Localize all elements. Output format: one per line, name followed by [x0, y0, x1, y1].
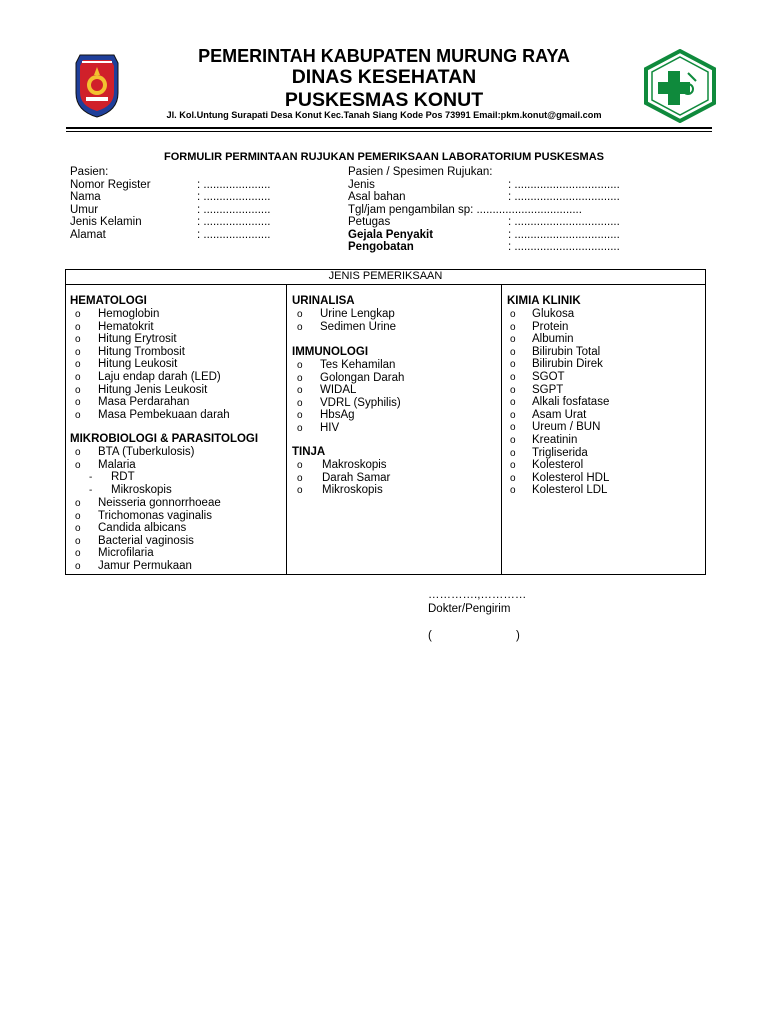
header-puskesmas: PUSKESMAS KONUT — [284, 89, 484, 111]
exam-item-label: BTA (Tuberkulosis) — [98, 446, 195, 458]
signature-role: Dokter/Pengirim — [428, 603, 511, 615]
exam-item-checkbox[interactable]: o — [297, 485, 303, 497]
exam-table-heading: JENIS PEMERIKSAAN — [328, 270, 443, 282]
exam-item-label: Glukosa — [532, 308, 575, 320]
exam-item-label: Kolesterol HDL — [532, 471, 610, 484]
exam-item-checkbox[interactable]: o — [510, 485, 516, 497]
exam-item-label: HIV — [320, 422, 340, 434]
exam-item-checkbox[interactable]: o — [510, 422, 516, 434]
exam-item-checkbox[interactable]: o — [510, 447, 516, 459]
exam-item-checkbox[interactable]: o — [297, 372, 303, 384]
exam-item-checkbox[interactable]: o — [297, 360, 303, 371]
exam-item-checkbox[interactable]: o — [510, 384, 516, 396]
field-label-jenis-kelamin: Jenis Kelamin — [70, 216, 142, 228]
exam-item-label: Kolesterol LDL — [532, 484, 608, 497]
exam-item-label: Tes Kehamilan — [320, 359, 396, 371]
exam-item-checkbox[interactable]: o — [75, 334, 81, 346]
exam-item-label: Hitung Jenis Leukosit — [98, 383, 208, 396]
form-title: FORMULIR PERMINTAAN RUJUKAN PEMERIKSAAN LABORATORIUM PUSKESMAS — [163, 151, 604, 163]
exam-item-label: Darah Samar — [322, 471, 391, 484]
field-label-asal-bahan: Asal bahan — [348, 191, 406, 203]
exam-column-divider-1 — [286, 284, 287, 575]
exam-item-checkbox[interactable]: o — [510, 346, 516, 358]
exam-item-checkbox[interactable]: o — [75, 561, 81, 572]
field-value-petugas[interactable]: : ................................. — [508, 216, 620, 228]
exam-item-label: Ureum / BUN — [532, 421, 601, 434]
field-value-asal-bahan[interactable]: : ................................. — [508, 191, 620, 203]
exam-item-checkbox[interactable]: o — [297, 472, 303, 484]
field-label-gejala-penyakit: Gejala Penyakit — [348, 229, 434, 241]
exam-subitem-label: RDT — [111, 471, 135, 483]
exam-item-label: Trigliserida — [532, 446, 588, 459]
header-government: PEMERINTAH KABUPATEN MURUNG RAYA — [198, 46, 570, 66]
specimen-heading: Pasien / Spesimen Rujukan: — [348, 166, 493, 178]
exam-item-label: Makroskopis — [322, 459, 387, 471]
exam-item-label: Masa Pembekuaan darah — [98, 408, 230, 421]
field-label-petugas: Petugas — [348, 216, 391, 228]
exam-item-checkbox[interactable]: o — [297, 385, 303, 397]
signature-open-paren: ( — [428, 630, 432, 642]
exam-item-label: Neisseria gonnorrhoeae — [98, 497, 221, 509]
patient-heading: Pasien: — [70, 166, 109, 178]
exam-item-checkbox[interactable]: o — [510, 409, 516, 421]
exam-item-label: Protein — [532, 320, 569, 333]
field-value-pengobatan[interactable]: : ................................. — [508, 241, 620, 253]
exam-item-checkbox[interactable]: o — [297, 460, 303, 471]
field-value-alamat[interactable]: : ..................... — [197, 229, 271, 241]
exam-item-checkbox[interactable]: o — [510, 334, 516, 346]
exam-item-label: Alkali fosfatase — [532, 396, 610, 409]
exam-item-checkbox[interactable]: o — [75, 535, 81, 547]
exam-item-label: HbsAg — [320, 409, 355, 422]
exam-item-checkbox[interactable]: o — [75, 397, 81, 409]
exam-item-checkbox[interactable]: o — [297, 423, 303, 434]
exam-item-label: Bacterial vaginosis — [98, 534, 194, 547]
exam-item-label: Microfilaria — [98, 547, 154, 560]
exam-item-label: Asam Urat — [532, 408, 587, 421]
field-tgl-jam-pengambilan[interactable]: Tgl/jam pengambilan sp: ................................. — [348, 204, 582, 216]
exam-item-label: Bilirubin Total — [532, 345, 601, 358]
exam-item-label: Hemoglobin — [98, 308, 160, 320]
exam-item-label: WIDAL — [320, 384, 357, 397]
exam-item-label: SGPT — [532, 383, 564, 396]
exam-item-checkbox[interactable]: o — [297, 397, 303, 409]
exam-item-checkbox[interactable]: o — [510, 435, 516, 446]
field-value-umur[interactable]: : ..................... — [197, 204, 271, 216]
header-department: DINAS KESEHATAN — [291, 66, 477, 88]
field-label-umur: Umur — [70, 204, 99, 216]
section-mikrobiologi: MIKROBIOLOGI & PARASITOLOGI — [70, 433, 259, 445]
exam-item-checkbox[interactable]: o — [75, 372, 81, 383]
exam-item-label: Hitung Erytrosit — [98, 333, 177, 346]
exam-item-checkbox[interactable]: o — [75, 510, 81, 522]
section-hematologi: HEMATOLOGI — [70, 295, 147, 307]
exam-item-checkbox[interactable]: o — [75, 459, 81, 471]
field-value-jenis-kelamin[interactable]: : ..................... — [197, 216, 271, 228]
section-immunologi: IMMUNOLOGI — [292, 346, 369, 358]
field-value-jenis[interactable]: : ................................. — [508, 179, 620, 191]
exam-subitem-checkbox[interactable]: - — [89, 472, 93, 483]
header-divider-thin — [66, 131, 712, 132]
exam-item-checkbox[interactable]: o — [297, 309, 303, 320]
field-value-gejala-penyakit[interactable]: : ................................. — [508, 229, 620, 241]
field-label-pengobatan: Pengobatan — [348, 241, 414, 253]
section-tinja: TINJA — [292, 446, 326, 458]
field-label-alamat: Alamat — [70, 229, 106, 241]
exam-item-checkbox[interactable]: o — [75, 523, 81, 535]
exam-item-label: Candida albicans — [98, 522, 187, 535]
field-label-nama: Nama — [70, 191, 101, 203]
exam-item-label: Kreatinin — [532, 434, 578, 446]
exam-item-checkbox[interactable]: o — [297, 321, 303, 333]
exam-item-checkbox[interactable]: o — [510, 372, 516, 383]
exam-item-label: Malaria — [98, 458, 136, 471]
exam-item-label: SGOT — [532, 371, 565, 383]
header-address: Jl. Kol.Untung Surapati Desa Konut Kec.Tanah Siang Kode Pos 73991 Email:pkm.konut@gmail.com — [166, 110, 602, 120]
exam-item-checkbox[interactable]: o — [75, 321, 81, 333]
exam-item-checkbox[interactable]: o — [510, 460, 516, 472]
exam-item-label: VDRL (Syphilis) — [320, 396, 401, 409]
exam-table-header-divider — [65, 284, 706, 285]
exam-item-checkbox[interactable]: o — [75, 548, 81, 560]
header-divider-thick — [66, 127, 712, 129]
exam-item-checkbox[interactable]: o — [297, 410, 303, 422]
exam-item-checkbox[interactable]: o — [510, 397, 516, 409]
exam-item-checkbox[interactable]: o — [510, 472, 516, 484]
exam-item-checkbox[interactable]: o — [75, 409, 81, 421]
exam-item-label: Bilirubin Direk — [532, 358, 603, 371]
exam-item-label: Kolesterol — [532, 459, 584, 472]
field-value-nomor-register[interactable]: : ..................... — [197, 179, 271, 191]
exam-item-label: Trichomonas vaginalis — [98, 509, 212, 522]
exam-item-checkbox[interactable]: o — [510, 309, 516, 320]
section-kimia-klinik: KIMIA KLINIK — [507, 295, 581, 307]
exam-item-checkbox[interactable]: o — [75, 384, 81, 396]
section-urinalisa: URINALISA — [292, 295, 355, 307]
exam-item-checkbox[interactable]: o — [75, 359, 81, 371]
exam-item-checkbox[interactable]: o — [510, 321, 516, 333]
exam-item-label: Hitung Leukosit — [98, 358, 178, 371]
exam-subitem-checkbox[interactable]: - — [89, 484, 93, 496]
exam-subitem-label: Mikroskopis — [111, 483, 172, 496]
exam-column-divider-2 — [501, 284, 502, 575]
exam-item-checkbox[interactable]: o — [75, 447, 81, 458]
exam-item-label: Masa Perdarahan — [98, 396, 190, 409]
field-label-nomor-register: Nomor Register — [70, 179, 151, 191]
signature-place-date[interactable]: ………….,………… — [428, 589, 527, 601]
exam-item-checkbox[interactable]: o — [75, 498, 81, 509]
exam-item-label: Golongan Darah — [320, 371, 405, 384]
exam-item-checkbox[interactable]: o — [75, 309, 81, 320]
exam-item-label: Hematokrit — [98, 320, 154, 333]
exam-item-label: Hitung Trombosit — [98, 345, 185, 358]
exam-item-label: Sedimen Urine — [320, 320, 397, 333]
exam-item-checkbox[interactable]: o — [510, 359, 516, 371]
field-value-nama[interactable]: : ..................... — [197, 191, 271, 203]
signature-close-paren: ) — [516, 630, 520, 642]
exam-item-label: Laju endap darah (LED) — [98, 371, 221, 383]
exam-item-label: Jamur Permukaan — [98, 560, 192, 572]
exam-item-label: Urine Lengkap — [320, 308, 395, 320]
exam-item-label: Mikroskopis — [322, 484, 383, 497]
exam-item-label: Albumin — [532, 333, 574, 346]
field-label-jenis: Jenis — [348, 179, 375, 191]
exam-item-checkbox[interactable]: o — [75, 346, 81, 358]
